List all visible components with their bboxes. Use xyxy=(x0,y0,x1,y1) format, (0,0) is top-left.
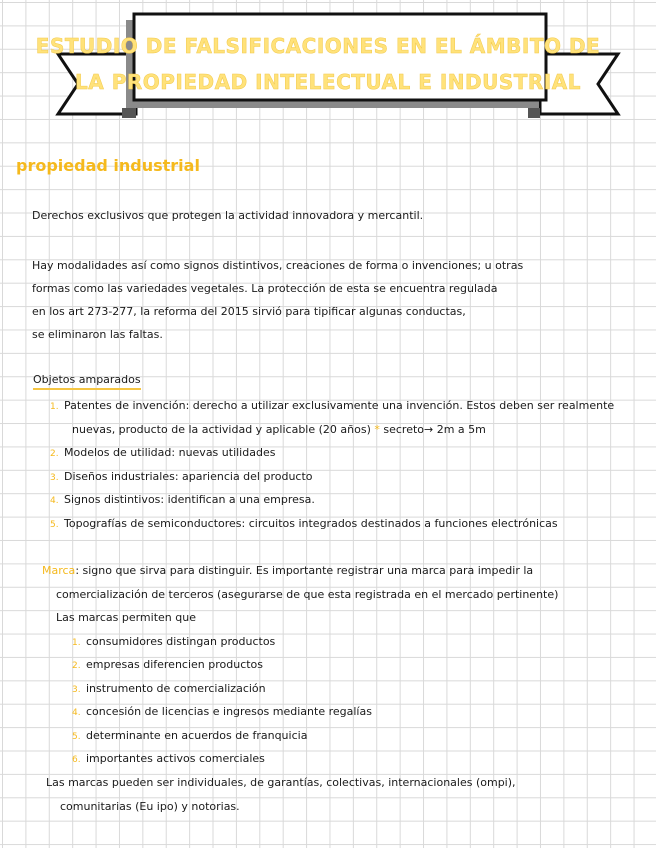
list-item xyxy=(72,702,372,723)
list-text: Diseños industriales: apariencia del producto xyxy=(64,470,313,483)
list-number: 6. xyxy=(72,755,81,765)
list-text: Modelos de utilidad: nuevas utilidades xyxy=(64,446,276,459)
title-ribbon xyxy=(50,12,625,122)
list-number: 1. xyxy=(50,402,59,412)
list-text: nuevas, producto de la actividad y aplicable (20 años) xyxy=(72,423,371,436)
list-text: instrumento de comercialización xyxy=(86,682,266,695)
list-item xyxy=(72,749,265,770)
marca-line: comercialización de terceros (asegurarse de que esta registrada en el mercado pertinente) xyxy=(56,588,559,601)
list-extra: secreto→ 2m a 5m xyxy=(383,423,486,436)
list-item xyxy=(50,490,315,511)
marca-line xyxy=(42,561,533,581)
list-text: determinante en acuerdos de franquicia xyxy=(86,729,308,742)
asterisk-mark: * xyxy=(374,423,380,436)
marca-line: Las marcas permiten que xyxy=(56,611,196,624)
list-text: concesión de licencias e ingresos mediante regalías xyxy=(86,705,372,718)
list-item xyxy=(72,655,263,676)
list-number: 5. xyxy=(72,732,81,742)
list-item xyxy=(50,396,614,417)
list-number: 1. xyxy=(72,638,81,648)
list-number: 3. xyxy=(72,685,81,695)
list-text: empresas diferencien productos xyxy=(86,658,264,671)
list-number: 2. xyxy=(50,449,59,459)
list-text: Patentes de invención: derecho a utilizar exclusivamente una invención. Estos deben ser realmente xyxy=(64,399,615,412)
closing-line: comunitarias (Eu ipo) y notorias. xyxy=(60,800,240,813)
marca-label: Marca xyxy=(42,564,76,577)
list-number: 5. xyxy=(50,520,59,530)
paragraph-line: se eliminaron las faltas. xyxy=(32,328,163,341)
list-text: importantes activos comerciales xyxy=(86,752,265,765)
list-number: 3. xyxy=(50,473,59,483)
section-heading: propiedad industrial xyxy=(16,156,200,175)
paragraph-line: formas como las variedades vegetales. La protección de esta se encuentra regulada xyxy=(32,282,498,295)
closing-line: Las marcas pueden ser individuales, de garantías, colectivas, internacionales (ompi), xyxy=(46,776,516,789)
list-text: Topografías de semiconductores: circuitos integrados destinados a funciones electrónicas xyxy=(64,517,558,530)
list-item xyxy=(50,443,275,464)
paragraph-line: en los art 273-277, la reforma del 2015 sirvió para tipificar algunas conductas, xyxy=(32,305,466,318)
list-item xyxy=(50,514,558,535)
paragraph-line: Hay modalidades así como signos distintivos, creaciones de forma o invenciones; u otras xyxy=(32,259,524,272)
list-item xyxy=(72,726,307,747)
title-line-2: LA PROPIEDAD INTELECTUAL E INDUSTRIAL xyxy=(75,70,581,94)
list-text: consumidores distingan productos xyxy=(86,635,276,648)
intro-text: Derechos exclusivos que protegen la actividad innovadora y mercantil. xyxy=(32,209,424,222)
title-line-1: ESTUDIO DE FALSIFICACIONES EN EL ÁMBITO DE xyxy=(35,34,601,58)
marca-text: : signo que sirva para distinguir. Es importante registrar una marca para impedir la xyxy=(75,564,534,577)
objetos-heading: Objetos amparados xyxy=(33,372,141,390)
list-text: Signos distintivos: identifican a una empresa. xyxy=(64,493,315,506)
list-item-continued xyxy=(72,420,486,440)
list-item xyxy=(72,679,266,700)
list-number: 4. xyxy=(72,708,81,718)
list-item xyxy=(72,632,275,653)
list-number: 4. xyxy=(50,496,59,506)
list-item xyxy=(50,467,313,488)
list-number: 2. xyxy=(72,661,81,671)
